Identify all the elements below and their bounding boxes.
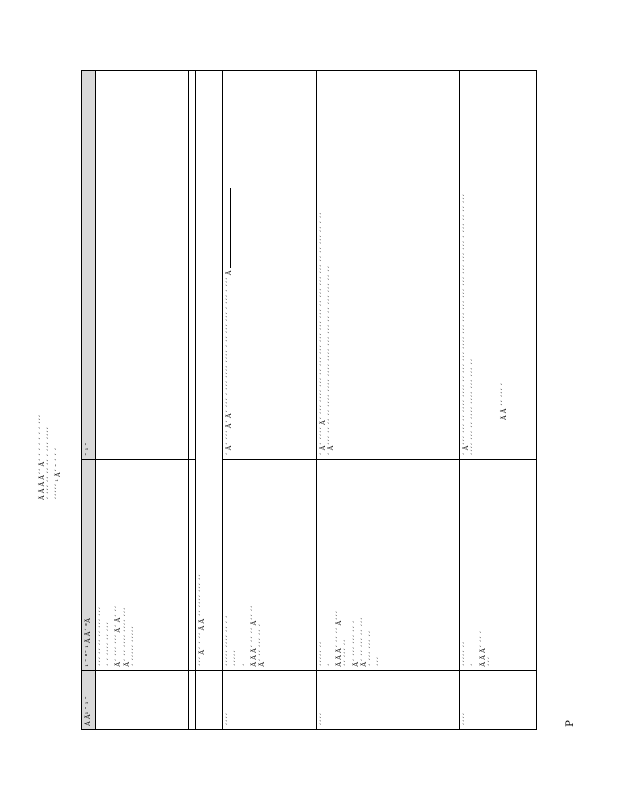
row-detail bbox=[316, 71, 459, 460]
row-line: ´ bbox=[241, 663, 250, 667]
row-line: ´´´ bbox=[376, 656, 385, 667]
row-line: Ä Ä Ä´ ´´ ´ bbox=[478, 630, 487, 667]
table-row bbox=[460, 71, 537, 730]
row-line: ´´´´´ ´´ bbox=[462, 641, 471, 667]
row-content bbox=[316, 459, 459, 670]
row-detail bbox=[96, 71, 189, 460]
row-detail-line: ´ Ã´´´ ´´´ ´´ ´´´´ ´´´´ ´´ ´´´ ´´´ ´´´´ ´´´ ´´´ ´´´ ´´´ ´´´ ´´´ ´´´ ´´´ ´ ´´´ ´´ ´´ ´´´ bbox=[462, 193, 471, 456]
row-line: ´ bbox=[470, 663, 479, 667]
row-line: ´´´´´ ´´´´ ´´ ´ ´ bbox=[225, 615, 234, 667]
row-line: Ä Ä Ä´ ´´ ´´ Ã´´ ´´ bbox=[249, 605, 258, 667]
section-heading: ´´´ Ä´ ´ ´´ Ä Ä ´´ ´´´´ ´´´ ´´ bbox=[196, 71, 223, 671]
row-line: ´´´´´ bbox=[233, 650, 242, 667]
row-line: Ä Ä Ä´ ´´ ´´ Ã´´´ bbox=[335, 610, 344, 667]
row-line: ´ ´´´ ´´´ ´´ bbox=[368, 630, 377, 667]
row-detail-line: ´ Ã´ ´´´´ Ä´ ´´´ ´´´´ ´´´ ´´ ´´´ ´´´ ´´´ ´´´ ´´´ ´´ ´´´ ´´´ ´´´ ´´ ´´ ´´´ ´´ ´ ´´ bbox=[318, 212, 327, 456]
table-row bbox=[316, 71, 459, 730]
table-row bbox=[96, 71, 189, 730]
title-line-3: ´´´´´ ¹ Ä´ ¯ ´ ´ ´ bbox=[54, 447, 62, 500]
row-line: ´´ ´´´ ´´ bbox=[343, 639, 352, 667]
row-line: Ä´ ´´ ´´´´ ´´´´ ´´´ bbox=[122, 607, 131, 667]
page-number: P bbox=[564, 720, 576, 727]
title-line-1: Ä Ä Ä Ã´´ Ã´ ´ ´ ´ ´ ´ ´ ´´´ bbox=[38, 414, 46, 500]
header-mid: ¹ ¯ °¯ ¹ Ä Ä´ °Ä bbox=[82, 459, 96, 670]
table-row bbox=[189, 71, 196, 730]
row-line: ´ ´ ´´´´ ´´ ´´´ bbox=[106, 622, 115, 667]
row-content bbox=[460, 459, 537, 670]
row-label: ´´´´ bbox=[223, 670, 316, 729]
row-detail-line: ´ Ã´´´ ´´ ´´ ´´ ´´´´ ´´´´ ´´´´ ´´´´ ´´´ ´´´ ´´ ´´ ´´´ ´´´ ´´ ´´ bbox=[326, 265, 335, 456]
row-line: ´´´´´ ´´ bbox=[318, 641, 327, 667]
row-line: ´ bbox=[326, 663, 335, 667]
row-detail-line: ´´´´ ´´´ ´´ ´´´´ ´´´´ ´´´ ´´´ ´´ bbox=[470, 358, 479, 456]
side-note: Ä Ä ´´ ´´´ ´ bbox=[500, 382, 508, 420]
table-row bbox=[223, 71, 316, 730]
row-label bbox=[96, 670, 189, 729]
row-line: ´´´ ´´ ´´ ´´ ´´´ ´´´ bbox=[98, 606, 106, 667]
rotated-table-container bbox=[81, 70, 537, 730]
title-line-2: ´ ´´´ ´´ ´´ ´´ ´ ´´´ ´´´´ bbox=[46, 427, 54, 500]
row-line: Ä´ ´´´ ´´´ Ä´ Ä´ ´´ bbox=[114, 605, 123, 667]
row-line: Ä´ ´´ ´´´ ´´ ´´´ bbox=[359, 617, 368, 667]
row-label: ´´´´ bbox=[460, 670, 537, 729]
row-line: ´ ´´´´´ ´´´´´ bbox=[130, 626, 139, 667]
row-content bbox=[223, 459, 316, 670]
row-line: ´´´ bbox=[486, 656, 495, 667]
table-row bbox=[196, 71, 223, 730]
row-content bbox=[96, 459, 189, 670]
document-table bbox=[81, 70, 537, 730]
blank-line bbox=[230, 188, 231, 268]
header-right: ¯ ¹ ¯ bbox=[82, 71, 96, 460]
row-label: ´´´´ bbox=[316, 670, 459, 729]
row-detail: ´ Ã´ ´´´ Ä´ Ä´ ´´´ ´ ´´´ ´´´´ ´´´´ ´ ´´ ´´´ ´´´ ´ ´´´ ´ ´´´ Ä bbox=[223, 71, 316, 460]
header-left: Á Ä¹ ¯ ¹ ¯ bbox=[82, 670, 96, 729]
row-line: Ä´ ´´ ´´´ ´´ ´ bbox=[258, 623, 267, 667]
row-detail bbox=[460, 71, 537, 460]
row-line: Ä´ ´´´ ´´´ ´´ ´ bbox=[351, 620, 360, 667]
